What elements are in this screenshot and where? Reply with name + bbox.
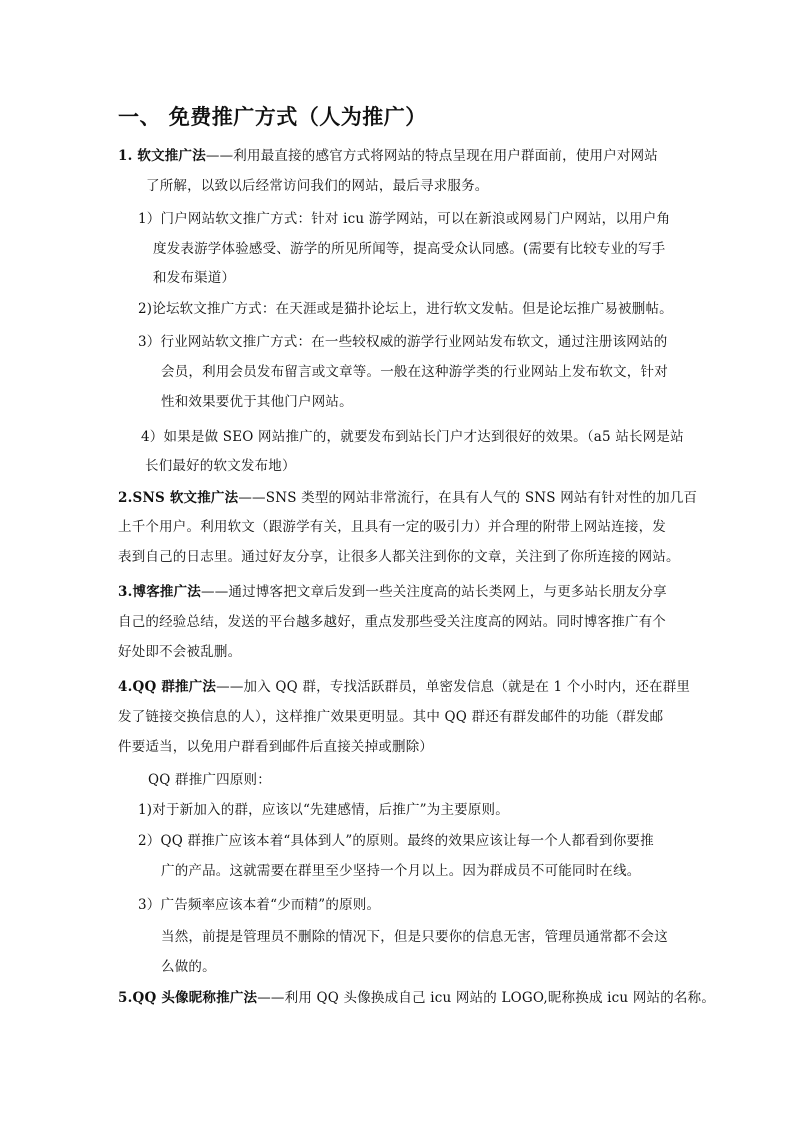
paragraph-line: [118, 678, 690, 696]
list-item: 2)论坛软文推广方式：在天涯或是猫扑论坛上，进行软文发帖。但是论坛推广易被删帖。: [138, 301, 673, 317]
subsection-title: QQ 群推广四原则：: [148, 772, 271, 788]
paragraph-line: 上千个用户。利用软文（跟游学有关，且具有一定的吸引力）并合理的附带上网站连接，发: [118, 519, 666, 535]
list-item: 2）QQ 群推广应该本着“具体到人”的原则。最终的效果应该让每一个人都看到你要推: [138, 833, 654, 849]
list-item: 3）行业网站软文推广方式：在一些较权威的游学行业网站发布软文，通过注册该网站的: [138, 334, 668, 350]
paragraph-line: 件要适当，以免用户群看到邮件后直接关掉或删除）: [118, 739, 434, 755]
method-title: 5.QQ 头像昵称推广法: [118, 990, 258, 1006]
paragraph-line: [118, 489, 697, 507]
paragraph-text: ——通过博客把文章后发到一些关注度高的站长类网上，与更多站长朋友分享: [201, 584, 667, 600]
list-item-continuation: 度发表游学体验感受、游学的所见所闻等，提高受众认同感。(需要有比较专业的写手: [153, 241, 666, 257]
paragraph-line: [118, 583, 667, 601]
paragraph-line: 表到自己的日志里。通过好友分享，让很多人都关注到你的文章，关注到了你所连接的网站。: [118, 549, 680, 565]
method-title: 3.博客推广法: [118, 584, 201, 600]
paragraph-text: ——利用 QQ 头像换成自己 icu 网站的 LOGO,昵称换成 icu 网站的名称。: [257, 990, 716, 1006]
paragraph-text: ——利用最直接的感官方式将网站的特点呈现在用户群面前，使用户对网站: [205, 148, 659, 164]
list-item-continuation: 长们最好的软文发布地）: [145, 458, 296, 474]
method-title: 4.QQ 群推广法: [118, 679, 217, 695]
paragraph-line: 么做的。: [161, 959, 216, 975]
paragraph-text: ——加入 QQ 群，专找活跃群员，单密发信息（就是在 1 个小时内，还在群里: [216, 679, 691, 695]
list-item-continuation: 会员，利用会员发布留言或文章等。一般在这种游学类的行业网站上发布软文，针对: [161, 364, 668, 380]
paragraph-line: 发了链接交换信息的人），这样推广效果更明显。其中 QQ 群还有群发邮件的功能（群发邮: [118, 709, 664, 725]
section-heading: 一、 免费推广方式（人为推广）: [118, 104, 427, 129]
list-item: 4）如果是做 SEO 网站推广的，就要发布到站长门户才达到很好的效果。（a5 站长网是站: [141, 429, 684, 445]
method-title: 1. 软文推广法: [118, 148, 206, 164]
list-item: 1）门户网站软文推广方式：针对 icu 游学网站，可以在新浪或网易门户网站，以用户角: [138, 211, 671, 227]
list-item-continuation: 和发布渠道）: [153, 270, 236, 286]
paragraph-line: 自己的经验总结，发送的平台越多越好，重点发那些受关注度高的网站。同时博客推广有个: [118, 614, 666, 630]
paragraph-line: [118, 147, 658, 165]
paragraph-line: [118, 989, 715, 1007]
paragraph-line: 当然，前提是管理员不删除的情况下，但是只要你的信息无害，管理员通常都不会这: [161, 929, 668, 945]
list-item-continuation: 性和效果要优于其他门户网站。: [161, 394, 353, 410]
paragraph-line: 了所解，以致以后经常访问我们的网站，最后寻求服务。: [146, 178, 489, 194]
method-title: 2.SNS 软文推广法: [118, 490, 239, 506]
list-item: 1)对于新加入的群，应该以“先建感情，后推广”为主要原则。: [138, 802, 509, 818]
list-item-continuation: 广的产品。这就需要在群里至少坚持一个月以上。因为群成员不可能同时在线。: [161, 863, 641, 879]
paragraph-text: ——SNS 类型的网站非常流行，在具有人气的 SNS 网站有针对性的加几百: [238, 490, 698, 506]
list-item: 3）广告频率应该本着“少而精”的原则。: [138, 897, 381, 913]
paragraph-line: 好处即不会被乱删。: [118, 644, 242, 660]
